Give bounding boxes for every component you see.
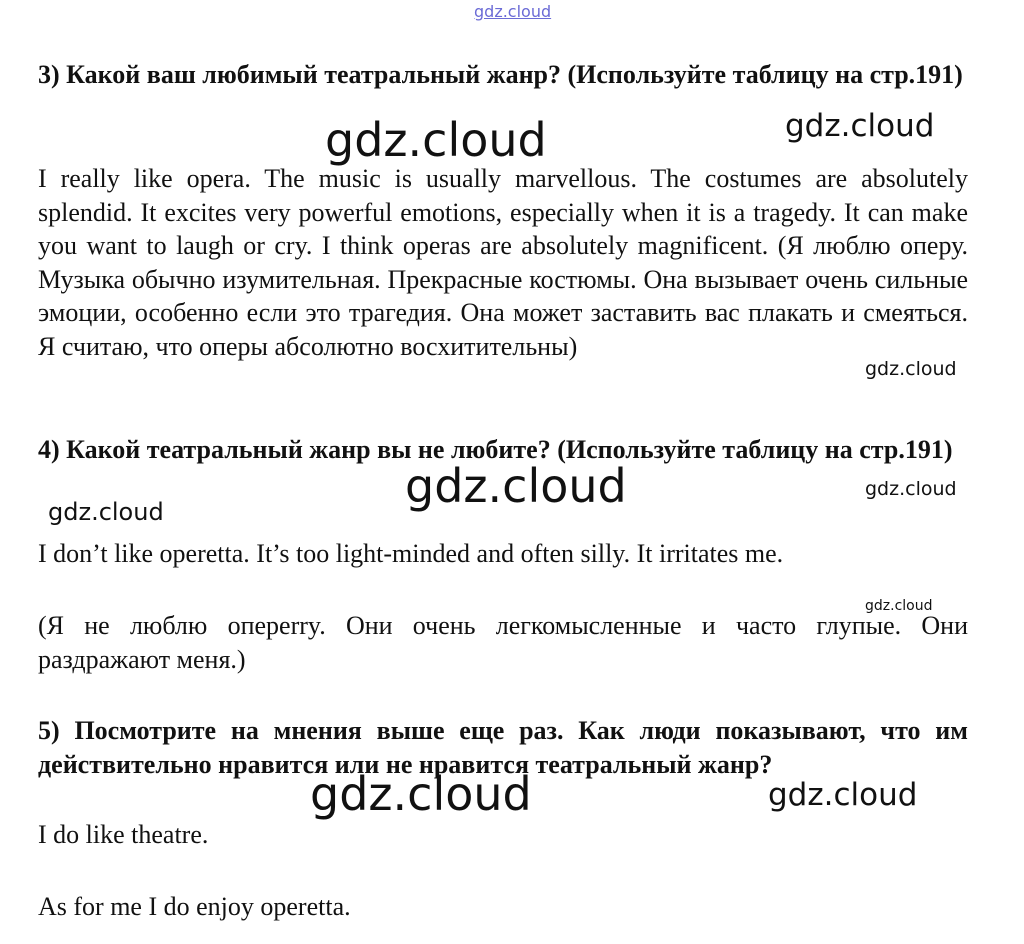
watermark: gdz.cloud bbox=[325, 113, 547, 167]
answer-3: I really like opera. The music is usually marvellous. The costumes are absolutely splendid. It excites very powerful emotions, especially when it is a tragedy. It can make you want to laugh or cry. I think operas are absolutely magnificent. (Я люблю оперу. Музыка обычно изумительная. Прекрасные костюмы. Она вызывает очень сильные эмоции, особенно если это трагедия. Она может заставить вас плакать и смеяться. Я считаю, что оперы абсолютно восхитительны) bbox=[38, 164, 968, 361]
watermark: gdz.cloud bbox=[48, 498, 164, 526]
question-4: 4) Какой театральный жанр вы не любите? (Используйте таблицу на стр.191) bbox=[38, 435, 953, 464]
watermark: gdz.cloud bbox=[405, 459, 627, 513]
watermark: gdz.cloud bbox=[768, 777, 918, 813]
watermark: gdz.cloud bbox=[865, 478, 957, 500]
watermark: gdz.cloud bbox=[865, 598, 933, 614]
watermark: gdz.cloud bbox=[310, 767, 532, 821]
watermark: gdz.cloud bbox=[785, 108, 935, 144]
watermark: gdz.cloud bbox=[865, 358, 957, 380]
answer-4-russian: (Я не люблю опeperry. Они очень легкомысленные и часто глупые. Они раздражают меня.) bbox=[38, 611, 968, 674]
question-3: 3) Какой ваш любимый театральный жанр? (Используйте таблицу на стр.191) bbox=[38, 60, 963, 89]
question-5: 5) Посмотрите на мнения выше еще раз. Как люди показывают, что им действительно нравится или не нравится театральный жанр? bbox=[38, 716, 968, 779]
answer-5-line-1: I do like theatre. bbox=[38, 820, 209, 849]
watermark-top[interactable]: gdz.cloud bbox=[474, 2, 552, 21]
answer-5-line-2: As for me I do enjoy operetta. bbox=[38, 892, 351, 921]
answer-4-english: I don’t like operetta. It’s too light-minded and often silly. It irritates me. bbox=[38, 539, 784, 568]
